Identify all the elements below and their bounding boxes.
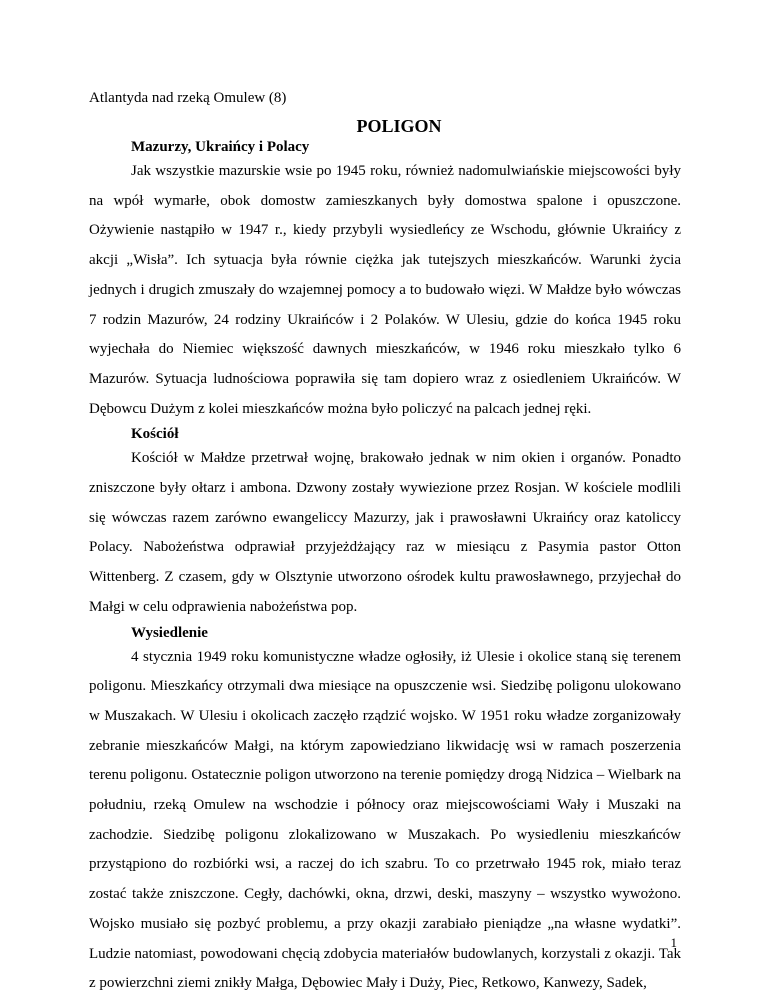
section-paragraph-kosciol: Kościół w Małdze przetrwał wojnę, brakowało jednak w nim okien i organów. Ponadto zniszczone były ołtarz i ambona. Dzwony zostały wywiezione przez Rosjan. W kościele modlili się wówczas razem zarówno ewangeliccy Mazurzy, jak i prawosławni Ukraińcy oraz katoliccy Polacy. Nabożeństwa odprawiał przyjeżdżający raz w miesiącu z Pasymia pastor Otton Wittenberg. Z czasem, gdy w Olsztynie utworzono ośrodek kultu prawosławnego, przyjechał do Małgi w celu odprawienia nabożeństwa pop.: [89, 450, 681, 615]
section-heading-mazurzy: Mazurzy, Ukraińcy i Polacy: [131, 139, 310, 155]
section-heading-wysiedlenie: Wysiedlenie: [131, 624, 208, 641]
series-title: Atlantyda nad rzeką Omulew (8): [89, 90, 287, 106]
section-heading-kosciol: Kościół: [131, 426, 179, 443]
section-paragraph-mazurzy: Jak wszystkie mazurskie wsie po 1945 roku, również nadomulwiańskie miejscowości były na wpół wymarłe, obok domostw zamieszkanych były domostwa spalone i opuszczone. Ożywienie nastąpiło w 1947 r., kiedy przybyli wysiedleńcy ze Wschodu, głównie Ukraińcy z akcji „Wisła”. Ich sytuacja była równie ciężka jak tutejszych mieszkańców. Warunki życia jednych i drugich zmuszały do wzajemnej pomocy a to budowało więzi. W Małdze było wówczas 7 rodzin Mazurów, 24 rodziny Ukraińców i 2 Polaków. W Ulesiu, gdzie do końca 1945 roku wyjechała do Niemiec większość dawnych mieszkańców, w 1946 roku mieszkało tylko 6 Mazurów. Sytuacja ludnościowa poprawiła się tam dopiero wraz z osiedleniem Ukraińców. W Dębowcu Dużym z kolei mieszkańców można było policzyć na palcach jednej ręki.: [89, 163, 681, 417]
document-body: [89, 137, 681, 999]
section-paragraph-wysiedlenie: 4 stycznia 1949 roku komunistyczne władze ogłosiły, iż Ulesie i okolice staną się terenem poligonu. Mieszkańcy otrzymali dwa miesiące na opuszczenie wsi. Siedzibę poligonu ulokowano w Muszakach. W Ulesiu i okolicach zaczęło rządzić wojsko. W 1951 roku władze zorganizowały zebranie mieszkańców Małgi, na którym zapowiedziano likwidację wsi w ramach poszerzenia terenu poligonu. Ostatecznie poligon utworzono na terenie pomiędzy drogą Nidzica – Wielbark na południu, rzeką Omulew na wschodzie i północy oraz miejscowościami Wały i Muszaki na zachodzie. Siedzibę poligonu zlokalizowano w Muszakach. Po wysiedleniu mieszkańców przystąpiono do rozbiórki wsi, a raczej do ich szabru. To co przetrwało 1945 rok, miało teraz zostać także zniszczone. Cegły, dachówki, okna, drzwi, deski, maszyny – wszystko wywożono. Wojsko musiało się pozbyć problemu, a przy okazji zarabiało pieniądze „na własne wydatki”. Ludzie natomiast, powodowani chęcią zdobycia materiałów budowlanych, korzystali z okazji. Tak z powierzchni ziemi znikły Małga, Dębowiec Mały i Duży, Piec, Retkowo, Kanwezy, Sadek,: [89, 648, 681, 992]
page-title: POLIGON: [356, 116, 442, 136]
page-number: 1: [670, 935, 677, 950]
